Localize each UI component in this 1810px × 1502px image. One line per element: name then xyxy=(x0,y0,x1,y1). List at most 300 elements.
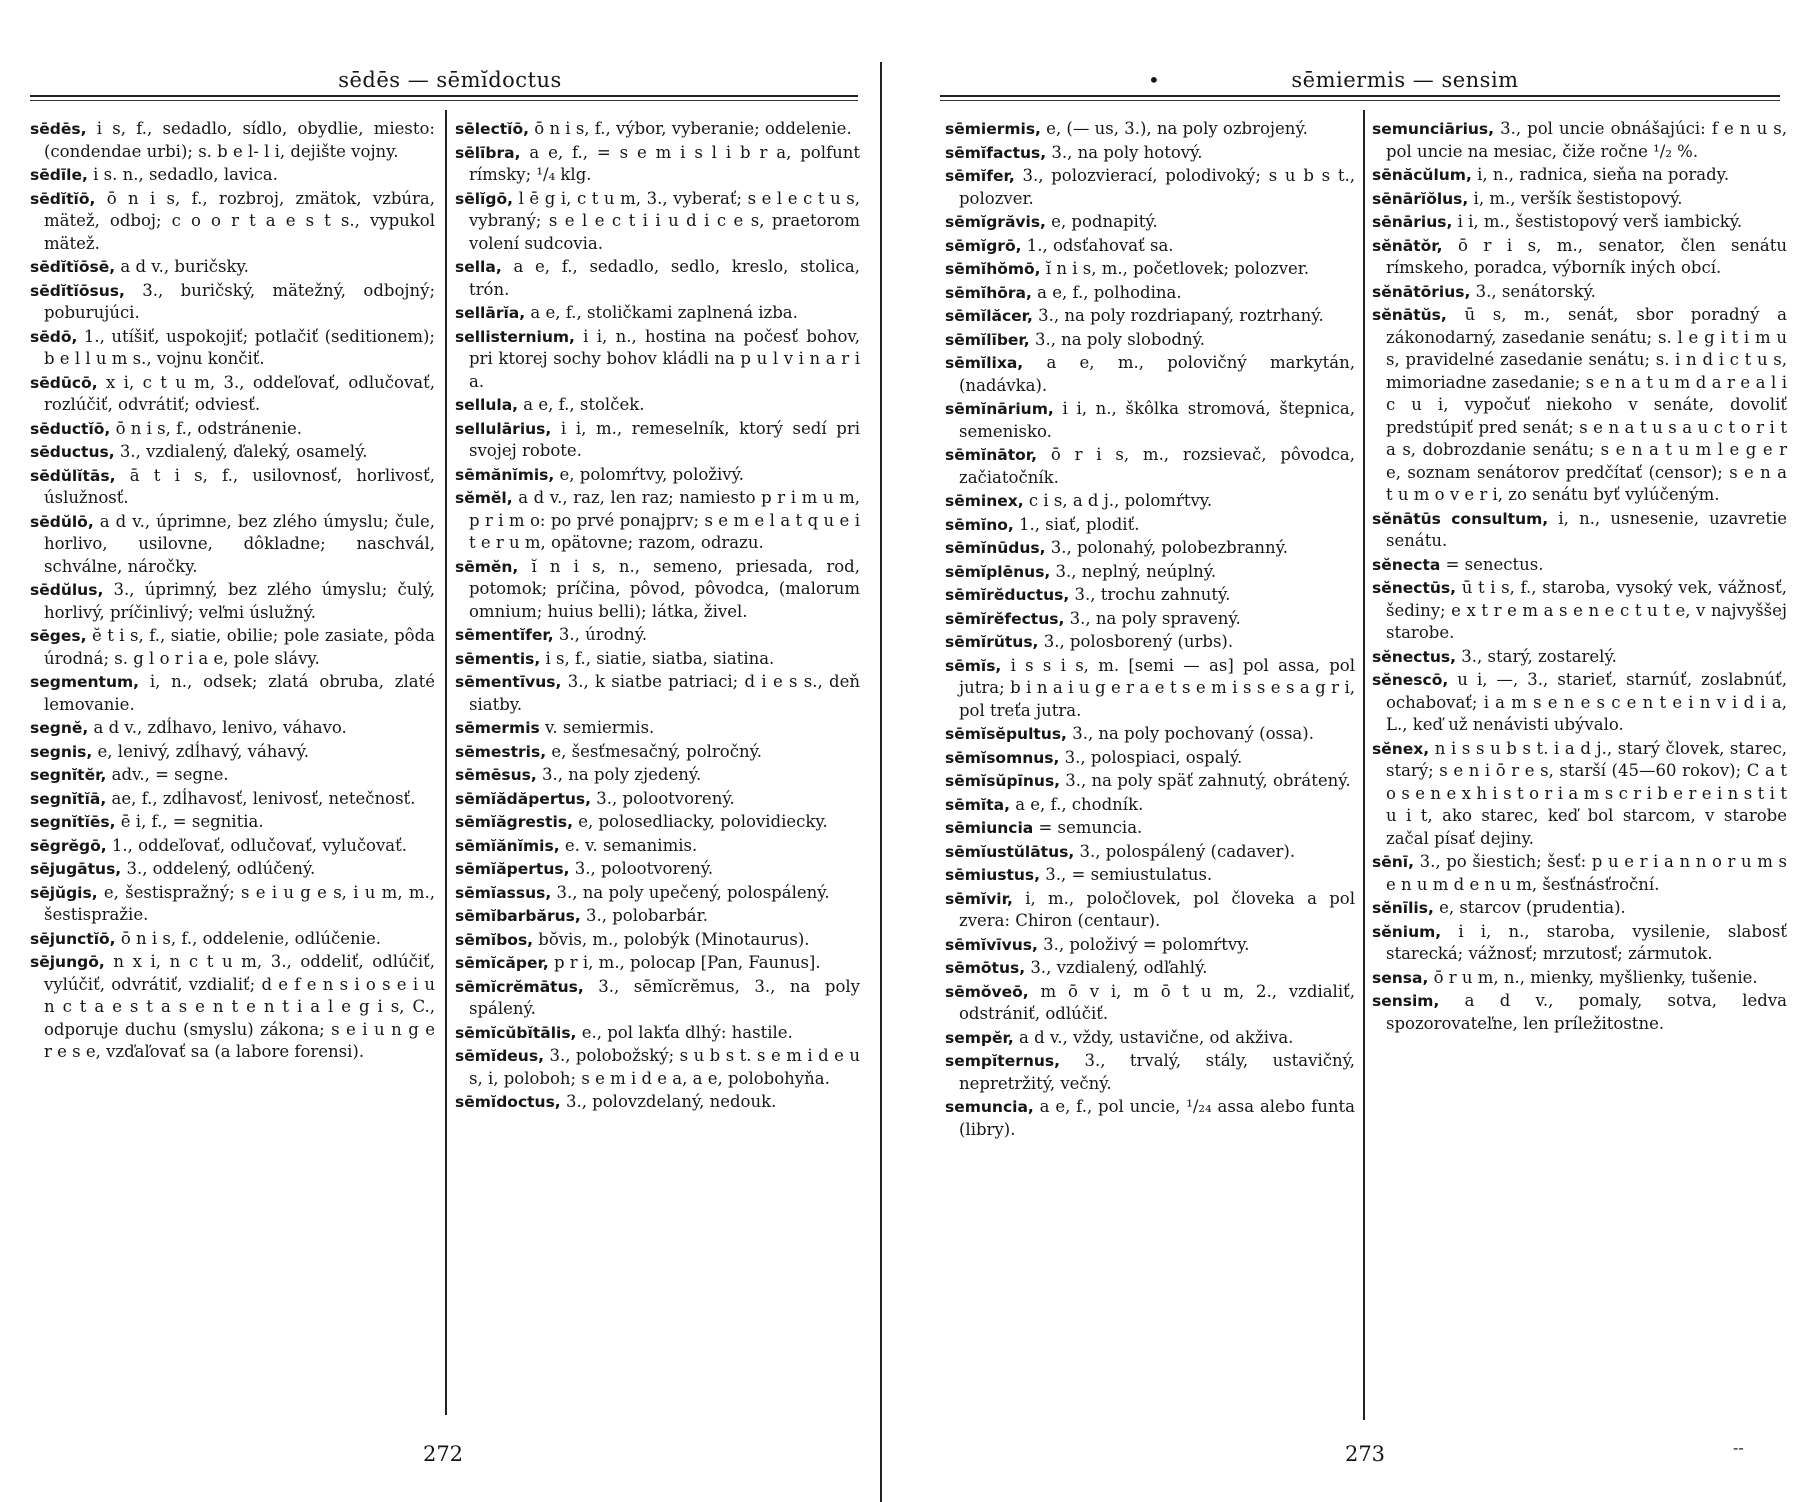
entry-headword: sēmĭrĕfectus, xyxy=(945,609,1065,628)
entry-headword: sēmōtus, xyxy=(945,959,1026,977)
entry-headword: sēges, xyxy=(30,627,87,645)
entry-definition: 3., trochu zahnutý. xyxy=(1069,585,1231,604)
entry-definition: e, lenivý, zdĺhavý, váhavý. xyxy=(92,741,309,761)
left-page xyxy=(0,0,880,1500)
dictionary-entry xyxy=(30,882,435,927)
dictionary-entry xyxy=(455,118,860,141)
entry-headword: sēmĭcŭbĭtālis, xyxy=(455,1023,577,1042)
entry-headword: segnis, xyxy=(30,742,93,761)
dictionary-entry xyxy=(455,464,860,487)
entry-headword: sēmermis xyxy=(455,719,540,737)
entry-definition: e, šesťmesačný, polročný. xyxy=(546,741,762,761)
entry-definition: 3., na poly upečený, polospálený. xyxy=(551,882,830,902)
dictionary-entry xyxy=(945,561,1355,584)
entry-headword: sĕnescō, xyxy=(1372,671,1449,689)
running-head-right: sēmiermis — sensim xyxy=(1291,68,1519,92)
entry-definition: 1., siať, plodiť. xyxy=(1013,514,1140,534)
entries-column-right-2 xyxy=(1372,118,1787,1036)
entry-headword: sēmĭfactus, xyxy=(945,143,1047,162)
entry-headword: sĕnīlis, xyxy=(1372,899,1434,917)
dictionary-entry xyxy=(455,142,860,187)
dictionary-entry xyxy=(945,444,1355,489)
entry-headword: sĕnecta xyxy=(1372,555,1441,574)
entry-definition: i s s i s, m. [semi — as] pol assa, pol jutra; b i n a i u g e r a e t s e m i s s e s a g r i, pol treťa jutra. xyxy=(959,655,1355,720)
dictionary-entry xyxy=(455,326,860,394)
entry-headword: sēmĭsomnus, xyxy=(945,748,1060,767)
entry-headword: sĕnex, xyxy=(1372,739,1430,758)
dictionary-entry xyxy=(30,928,435,951)
dictionary-entry xyxy=(30,164,435,187)
dictionary-entry xyxy=(945,584,1355,607)
entry-definition: 3., = semiustulatus. xyxy=(1040,865,1213,884)
dictionary-entry xyxy=(30,741,435,764)
dictionary-entry xyxy=(945,118,1355,141)
dictionary-entry xyxy=(30,511,435,579)
entry-definition: 3., na poly späť zahnutý, obrátený. xyxy=(1060,771,1351,790)
entry-definition: bŏvis, m., polobýk (Minotaurus). xyxy=(533,929,810,949)
entry-headword: sēnăcŭlum, xyxy=(1372,166,1472,184)
entry-definition: adv., = segne. xyxy=(106,765,229,784)
entry-definition: ae, f., zdĺhavosť, lenivosť, netečnosť. xyxy=(106,788,416,808)
dictionary-entry xyxy=(455,929,860,952)
entry-headword: sēmĭădăpertus, xyxy=(455,789,592,808)
dictionary-entry xyxy=(455,952,860,975)
entry-definition: ū s, m., senát, sbor poradný a zákonodarný, zasedanie senátu; s. l e g i t i m u s, pravidelné zasedanie senátu; s. i n d i c t u s, mimoriadne zasedanie; s e n a t u m d a r e a l i c u i, vypočuť niekoho v senáte, dovoliť predstúpiť pred senát; s e n a t u s a u c t o r i t a s, dobrozdanie senátu; s e n a t u m l e g e r e, soznam senátorov predčítať (censor); s e n a t u m o v e r i, zo senátu byť vylúčeným. xyxy=(1386,305,1787,504)
dictionary-entry xyxy=(455,556,860,624)
entry-headword: sēmĭta, xyxy=(945,795,1010,814)
entry-definition: 3., senátorský. xyxy=(1470,281,1596,301)
header-rule-right-fine xyxy=(940,100,1780,101)
dictionary-entry xyxy=(455,1045,860,1090)
entries-column-left-1 xyxy=(30,118,435,1065)
entry-definition: 3., polobožský; s u b s t. s e m i d e u s, i, poloboh; s e m i d e a, a e, polobohyňa. xyxy=(469,1046,860,1088)
entry-headword: sēgrĕgō, xyxy=(30,836,107,855)
dictionary-entry xyxy=(1372,235,1787,280)
dictionary-entry xyxy=(1372,304,1787,507)
entry-definition: p r i, m., polocap [Pan, Faunus]. xyxy=(548,953,821,972)
dictionary-entry xyxy=(1372,646,1787,669)
dictionary-entry xyxy=(30,372,435,417)
entry-definition: 1., odsťahovať sa. xyxy=(1021,235,1174,255)
entry-definition: ō r i s, m., senator, člen senátu rímskeho, poradca, výborník iných obcí. xyxy=(1386,235,1787,277)
dictionary-entry xyxy=(455,394,860,417)
dictionary-entry xyxy=(945,165,1355,210)
dictionary-entry xyxy=(945,794,1355,817)
entry-headword: sēmĭassus, xyxy=(455,883,552,902)
entry-definition: ā t i s, f., usilovnosť, horlivosť, úslužnosť. xyxy=(44,465,435,507)
dictionary-entry xyxy=(30,764,435,787)
dictionary-entry xyxy=(945,211,1355,234)
entry-headword: segnĭtĭā, xyxy=(30,789,107,808)
dictionary-entry xyxy=(455,764,860,787)
dictionary-entry xyxy=(30,326,435,371)
entry-definition: 3., k siatbe patriaci; d i e s s., deň siatby. xyxy=(469,672,860,714)
entry-headword: sēdŭlus, xyxy=(30,581,104,599)
entry-definition: a e, f., = s e m i s l i b r a, polfunt rímsky; ¹/₄ klg. xyxy=(469,142,860,184)
entry-definition: i, m., poločlovek, pol človeka a pol zvera: Chiron (centaur). xyxy=(959,888,1355,930)
dictionary-entry xyxy=(945,1050,1355,1095)
entry-definition: a d v., pomaly, sotva, ledva spozorovateľne, len príležitostne. xyxy=(1386,991,1787,1033)
entry-headword: segmentum, xyxy=(30,673,140,691)
entry-headword: sēductĭō, xyxy=(30,419,111,438)
entry-definition: i i, n., hostina na počesť bohov, pri ktorej sochy bohov kládli na p u l v i n a r i a. xyxy=(469,326,860,391)
entry-headword: sējungō, xyxy=(30,953,105,971)
dictionary-entry xyxy=(945,957,1355,980)
entry-headword: sĕmĕl, xyxy=(455,489,513,507)
dictionary-entry xyxy=(30,788,435,811)
dictionary-entry xyxy=(945,723,1355,746)
entry-definition: 3., polospiaci, ospalý. xyxy=(1059,747,1243,767)
entry-headword: sēminex, xyxy=(945,492,1024,510)
entry-headword: sēmĭnātor, xyxy=(945,446,1038,464)
dictionary-entry xyxy=(455,1091,860,1114)
entry-definition: 3., vzdialený, ďaleký, osamelý. xyxy=(114,442,368,461)
entry-headword: sēmĭlīber, xyxy=(945,330,1030,349)
dictionary-entry xyxy=(455,487,860,555)
entry-definition: 3., polozvierací, polodivoký; s u b s t., polozver. xyxy=(959,166,1355,208)
entry-definition: 3., pol uncie obnášajúci: f e n u s, pol uncie na mesiac, čiže ročne ¹/₂ %. xyxy=(1386,119,1787,161)
entry-definition: u i, —, 3., starieť, starnúť, zoslabnúť, ochabovať; i a m s e n e s c e n t e i n v i d i a, L., keď už nenávisti ubývalo. xyxy=(1386,670,1787,734)
entry-definition: 3., starý, zostarelý. xyxy=(1456,646,1617,666)
entry-definition: a e, m., polovičný markytán, (nadávka). xyxy=(959,353,1355,395)
entry-headword: sēmĭno, xyxy=(945,515,1014,534)
header-dot: • xyxy=(1148,68,1160,92)
entry-headword: sensim, xyxy=(1372,992,1440,1010)
entry-headword: sēmĭcrĕmātus, xyxy=(455,977,584,996)
entry-headword: sēmĭăgrestis, xyxy=(455,813,573,831)
dictionary-entry xyxy=(30,465,435,510)
entry-definition: 3., polovzdelaný, nedouk. xyxy=(560,1092,777,1111)
entry-definition: i i, m., remeselník, ktorý sedí pri svojej robote. xyxy=(469,418,860,460)
entry-definition: e, polosedliacky, polovidiecky. xyxy=(572,812,828,831)
entry-definition: ō r u m, n., mienky, myšlienky, tušenie. xyxy=(1428,967,1758,987)
running-head-left: sēdēs — sēmĭdoctus xyxy=(338,68,562,92)
entry-headword: sējunctĭō, xyxy=(30,929,116,948)
entry-headword: sēdūcō, xyxy=(30,373,98,392)
entry-headword: sēmĭbarbărus, xyxy=(455,907,581,925)
dictionary-entry xyxy=(945,352,1355,397)
entry-definition: a e, f., stoličkami zaplnená izba. xyxy=(525,303,798,322)
entry-headword: sĕnātūs consultum, xyxy=(1372,509,1549,528)
entry-headword: sēmĭsŭpīnus, xyxy=(945,772,1061,790)
entry-headword: sella, xyxy=(455,258,502,276)
entry-headword: sēmĭdoctus, xyxy=(455,1093,561,1111)
entry-definition: 3., vzdialený, odľahlý. xyxy=(1025,958,1208,977)
dictionary-entry xyxy=(455,788,860,811)
entry-definition: l ē g i, c t u m, 3., vyberať; s e l e c t u s, vybraný; s e l e c t i i u d i c e s, praetorom volení sudcovia. xyxy=(469,188,860,253)
entry-definition: a d v., raz, len raz; namiesto p r i m u m, p r i m o: po prvé ponajprv; s e m e l a t q u e i t e r u m, opätovne; razom, odrazu. xyxy=(469,488,860,552)
entry-headword: sēmĭrĕductus, xyxy=(945,586,1070,604)
dictionary-entry xyxy=(1372,669,1787,737)
entry-definition: a e, f., stolček. xyxy=(518,395,645,414)
entry-headword: semuncia, xyxy=(945,1098,1034,1116)
dictionary-entry xyxy=(30,188,435,256)
dictionary-entry xyxy=(945,258,1355,281)
entry-headword: sēmestris, xyxy=(455,742,547,761)
entry-definition: e, šestispražný; s e i u g e s, i u m, m., šestispražie. xyxy=(44,882,435,924)
entry-headword: sensa, xyxy=(1372,968,1429,987)
entry-headword: sēnārĭŏlus, xyxy=(1372,189,1469,208)
entry-headword: sēmĭvir, xyxy=(945,889,1013,908)
entry-headword: sēmĭhŏmō, xyxy=(945,260,1041,278)
entry-headword: sēdīle, xyxy=(30,166,88,184)
dictionary-entry xyxy=(945,1027,1355,1050)
entry-definition: 3., na poly zjedený. xyxy=(536,765,702,784)
entry-definition: n i s s u b s t. i a d j., starý človek, starec, starý; s e n i ō r e s, starší (45—60 rokov); C a t o s e n e x h i s t o r i a m s c r i b e r e i n s t i t u i t, ako starec, keď bol starcom, v starobe začal písať dejiny. xyxy=(1386,738,1787,848)
entry-headword: sēmĭdeus, xyxy=(455,1047,544,1065)
entry-headword: sēmiuncia xyxy=(945,819,1034,837)
dictionary-entry xyxy=(455,811,860,834)
dictionary-entry xyxy=(30,625,435,670)
entry-definition: ĭ n i s, m., početlovek; polozver. xyxy=(1040,259,1310,278)
entry-headword: sēmiermis, xyxy=(945,120,1041,138)
entry-definition: e. v. semanimis. xyxy=(559,835,698,855)
header-rule-left-fine xyxy=(30,100,858,101)
dictionary-entry xyxy=(30,858,435,881)
dictionary-entry xyxy=(945,841,1355,864)
entry-definition: 3., trvalý, stály, ustavičný, nepretržitý, večný. xyxy=(959,1051,1355,1093)
entry-definition: 3., buričský, mätežný, odbojný; poburujúci. xyxy=(44,280,435,322)
entry-headword: sĕnātŏr, xyxy=(1372,236,1443,255)
dictionary-entry xyxy=(945,631,1355,654)
dictionary-entry xyxy=(455,835,860,858)
entry-definition: i, n., usnesenie, uzavretie senátu. xyxy=(1386,508,1787,550)
entry-definition: i i, n., staroba, vysilenie, slabosť starecká; vážnosť; mrzutosť; zármutok. xyxy=(1386,921,1787,963)
entry-definition: 3., polosborený (urbs). xyxy=(1038,632,1234,651)
dictionary-entry xyxy=(30,951,435,1064)
entry-definition: i, m., veršík šestistopový. xyxy=(1468,188,1683,208)
entry-definition: a d v., zdĺhavo, lenivo, váhavo. xyxy=(88,718,347,737)
entry-headword: sēmĭfer, xyxy=(945,167,1015,185)
entry-headword: sējugātus, xyxy=(30,860,122,878)
entry-headword: sēmĕn, xyxy=(455,557,519,576)
entry-headword: sēmĭnārium, xyxy=(945,400,1054,418)
dictionary-entry xyxy=(945,888,1355,933)
entry-definition: 3., polootvorený. xyxy=(591,788,735,808)
dictionary-entry xyxy=(945,608,1355,631)
entry-definition: ō r i s, m., rozsievač, pôvodca, začiatočník. xyxy=(959,445,1355,487)
entry-headword: sempĭternus, xyxy=(945,1052,1061,1070)
entry-headword: sēmentis, xyxy=(455,649,541,668)
entry-headword: sempĕr, xyxy=(945,1028,1014,1047)
entry-headword: sēmĭs, xyxy=(945,656,1002,675)
dictionary-entry xyxy=(945,235,1355,258)
entry-definition: 3., položivý = polomŕtvy. xyxy=(1037,934,1250,954)
entry-headword: sēdŭlĭtās, xyxy=(30,466,116,485)
entry-headword: sellisternium, xyxy=(455,327,575,346)
entry-definition: ō n i s, f., výbor, vyberanie; oddelenie. xyxy=(529,119,852,138)
dictionary-entry xyxy=(1372,164,1787,187)
entry-definition: = senectus. xyxy=(1440,554,1544,574)
dictionary-entry xyxy=(945,398,1355,443)
entry-headword: sēmĭvīvus, xyxy=(945,935,1038,954)
dictionary-entry xyxy=(455,302,860,325)
dictionary-entry xyxy=(30,418,435,441)
dictionary-entry xyxy=(945,934,1355,957)
entry-headword: segnĭtĭēs, xyxy=(30,813,116,831)
page-number-right: 273 xyxy=(1344,1442,1386,1466)
entry-headword: sēdŭlō, xyxy=(30,512,94,531)
entry-definition: 3., polonahý, polobezbranný. xyxy=(1045,538,1289,557)
dictionary-entry xyxy=(1372,281,1787,304)
dictionary-entry xyxy=(1372,577,1787,645)
entry-definition: i i, m., šestistopový verš iambický. xyxy=(1452,212,1743,231)
dictionary-entry xyxy=(945,142,1355,165)
entry-headword: sēlībra, xyxy=(455,143,521,162)
entry-definition: c i s, a d j., polomŕtvy. xyxy=(1023,491,1213,510)
entry-definition: ĭ n i s, n., semeno, priesada, rod, potomok; príčina, pôvod, pôvodca, (malorum omnium; huius belli); látka, živel. xyxy=(469,556,860,621)
header-rule-right xyxy=(940,95,1780,97)
dictionary-entry xyxy=(945,282,1355,305)
entry-headword: sēmĭrŭtus, xyxy=(945,633,1039,651)
entry-definition: 3., sēmĭcrĕmus, 3., na poly spálený. xyxy=(469,976,860,1018)
dictionary-entry xyxy=(945,981,1355,1026)
dictionary-entry xyxy=(1372,851,1787,896)
entry-headword: sēmentĭfer, xyxy=(455,626,554,644)
entry-headword: sĕnātŭs, xyxy=(1372,306,1447,324)
entry-headword: sĕnātōrius, xyxy=(1372,282,1471,301)
dictionary-entry xyxy=(30,280,435,325)
entry-headword: sēdĭtĭōsus, xyxy=(30,281,125,300)
dictionary-entry xyxy=(455,741,860,764)
entry-headword: sēdō, xyxy=(30,327,78,346)
entry-headword: sēmĭnūdus, xyxy=(945,539,1046,557)
entry-definition: ō n i s, f., odstránenie. xyxy=(110,418,302,438)
entry-definition: 3., oddelený, odlúčený. xyxy=(121,859,316,878)
entry-headword: sēmĭustŭlātus, xyxy=(945,842,1075,861)
dictionary-entry xyxy=(455,648,860,671)
entry-headword: sēmĭsĕpultus, xyxy=(945,725,1067,743)
dictionary-entry xyxy=(455,717,860,740)
page-number-left: 272 xyxy=(422,1442,464,1466)
entry-headword: sēmĭplēnus, xyxy=(945,562,1051,581)
entry-definition: 3., na poly rozdriapaný, roztrhaný. xyxy=(1032,306,1324,325)
entry-definition: a d v., úprimne, bez zlého úmyslu; čule, horlivo, usilovne, dôkladne; naschvál, schválne, náročky. xyxy=(44,511,435,576)
entry-headword: semunciārius, xyxy=(1372,120,1495,138)
entry-headword: sēmiustus, xyxy=(945,866,1041,884)
entry-definition: a e, f., sedadlo, sedlo, kreslo, stolica, trón. xyxy=(469,257,860,299)
dictionary-entry xyxy=(1372,118,1787,163)
entry-headword: sēdēs, xyxy=(30,120,87,138)
dictionary-entry xyxy=(1372,508,1787,553)
entry-definition: 3., na poly spravený. xyxy=(1064,608,1241,628)
entry-definition: 3., po šiestich; šesť: p u e r i a n n o r u m s e n u m d e n u m, šesťnásťroční. xyxy=(1386,852,1787,894)
dictionary-entry xyxy=(30,579,435,624)
entry-headword: sēnārius, xyxy=(1372,213,1453,231)
entry-definition: a d v., buričsky. xyxy=(115,257,249,276)
entry-definition: ē i, f., = segnitia. xyxy=(115,812,264,831)
entry-headword: segnĭtĕr, xyxy=(30,766,107,784)
entry-definition: a e, f., pol uncie, ¹/₂₄ assa alebo funta (libry). xyxy=(959,1097,1355,1139)
entry-headword: sēmĭlăcer, xyxy=(945,307,1033,325)
entry-headword: sēmĭbos, xyxy=(455,930,534,949)
entry-headword: sēdĭtĭōsē, xyxy=(30,258,116,276)
dictionary-entry xyxy=(945,770,1355,793)
entry-definition: e, polomŕtvy, položivý. xyxy=(554,464,744,484)
entry-definition: i s, f., siatie, siatba, siatina. xyxy=(540,648,775,668)
entry-definition: 3., neplný, neúplný. xyxy=(1050,561,1217,581)
entry-headword: sēmĭăpertus, xyxy=(455,860,570,878)
right-page xyxy=(880,0,1810,1500)
dictionary-entry xyxy=(945,329,1355,352)
entry-headword: sēmĭgrō, xyxy=(945,236,1022,255)
entry-headword: sellārĭa, xyxy=(455,304,526,322)
dictionary-entry xyxy=(1372,897,1787,920)
entry-headword: sēductus, xyxy=(30,443,115,461)
dictionary-entry xyxy=(30,256,435,279)
entry-definition: e, (— us, 3.), na poly ozbrojený. xyxy=(1040,119,1308,138)
dictionary-entry xyxy=(455,624,860,647)
entry-definition: m ō v i, m ō t u m, 2., vzdialiť, odstrániť, odlúčiť. xyxy=(959,981,1355,1023)
dictionary-entry xyxy=(945,655,1355,723)
entry-headword: sĕnectūs, xyxy=(1372,579,1457,597)
entry-headword: sēlectĭō, xyxy=(455,120,530,138)
dictionary-entry xyxy=(455,188,860,256)
entry-headword: sĕnium, xyxy=(1372,922,1442,941)
dictionary-entry xyxy=(945,305,1355,328)
entry-headword: sēmŏveō, xyxy=(945,982,1029,1001)
dictionary-entry xyxy=(30,441,435,464)
dictionary-entry xyxy=(945,747,1355,770)
dictionary-entry xyxy=(455,882,860,905)
entry-headword: sēmĭănĭmis, xyxy=(455,836,560,855)
dictionary-entry xyxy=(30,671,435,716)
entry-headword: sēmĭhōra, xyxy=(945,283,1032,302)
entry-definition: a e, f., chodník. xyxy=(1009,794,1144,814)
dictionary-entry xyxy=(455,418,860,463)
dictionary-entry xyxy=(455,256,860,301)
dictionary-entry xyxy=(945,817,1355,840)
entry-definition: 3., úprimný, bez zlého úmyslu; čulý, horlivý, príčinlivý; veľmi úslužný. xyxy=(44,580,435,622)
dictionary-entry xyxy=(945,1096,1355,1141)
column-divider-right xyxy=(1363,110,1365,1420)
entry-definition: i i, n., škôlka stromová, štepnica, semenisko. xyxy=(959,399,1355,441)
dictionary-entry xyxy=(945,864,1355,887)
column-divider-left xyxy=(445,110,447,1415)
dictionary-entry xyxy=(1372,738,1787,851)
header-rule-left xyxy=(30,95,858,97)
entry-definition: ō n i s, f., rozbroj, zmätok, vzbúra, mätež, odboj; c o o r t a e s t s., vypukol mätež. xyxy=(44,188,435,253)
entry-headword: sēmentīvus, xyxy=(455,673,562,691)
entry-definition: i s, f., sedadlo, sídlo, obydlie, miesto: (condendae urbi); s. b e l- l i, dejište vojny. xyxy=(44,119,435,161)
entry-definition: 3., úrodný. xyxy=(553,625,648,644)
entry-definition: e., pol lakťa dlhý: hastile. xyxy=(576,1022,793,1042)
dictionary-entry xyxy=(455,1022,860,1045)
entry-definition: a e, f., polhodina. xyxy=(1031,282,1182,302)
entry-definition: 1., oddeľovať, odlučovať, vylučovať. xyxy=(106,835,408,855)
entry-headword: sellula, xyxy=(455,396,519,414)
entry-definition: a d v., vždy, ustavične, od akživa. xyxy=(1013,1027,1294,1047)
dictionary-entry xyxy=(455,671,860,716)
dictionary-entry xyxy=(455,976,860,1021)
entry-headword: sēmĭgrăvis, xyxy=(945,213,1046,231)
dictionary-entry xyxy=(1372,990,1787,1035)
entry-definition: i, n., radnica, sieňa na porady. xyxy=(1471,165,1730,184)
dictionary-entry xyxy=(1372,188,1787,211)
corner-mark: -- xyxy=(1733,1438,1744,1457)
dictionary-entry xyxy=(30,835,435,858)
dictionary-entry xyxy=(1372,921,1787,966)
entry-headword: sēdĭtĭō, xyxy=(30,189,96,208)
entry-definition: ō n i s, f., oddelenie, odlúčenie. xyxy=(115,928,381,948)
dictionary-entry xyxy=(945,537,1355,560)
entry-headword: sēmēsus, xyxy=(455,766,537,784)
entry-definition: ĕ t i s, f., siatie, obilie; pole zasiate, pôda úrodná; s. g l o r i a e, pole slávy. xyxy=(44,626,435,668)
entry-headword: sēmĭcăper, xyxy=(455,954,549,972)
entry-definition: e, podnapitý. xyxy=(1045,212,1158,231)
entry-definition: 3., polootvorený. xyxy=(569,859,714,878)
entry-headword: segnĕ, xyxy=(30,719,89,737)
